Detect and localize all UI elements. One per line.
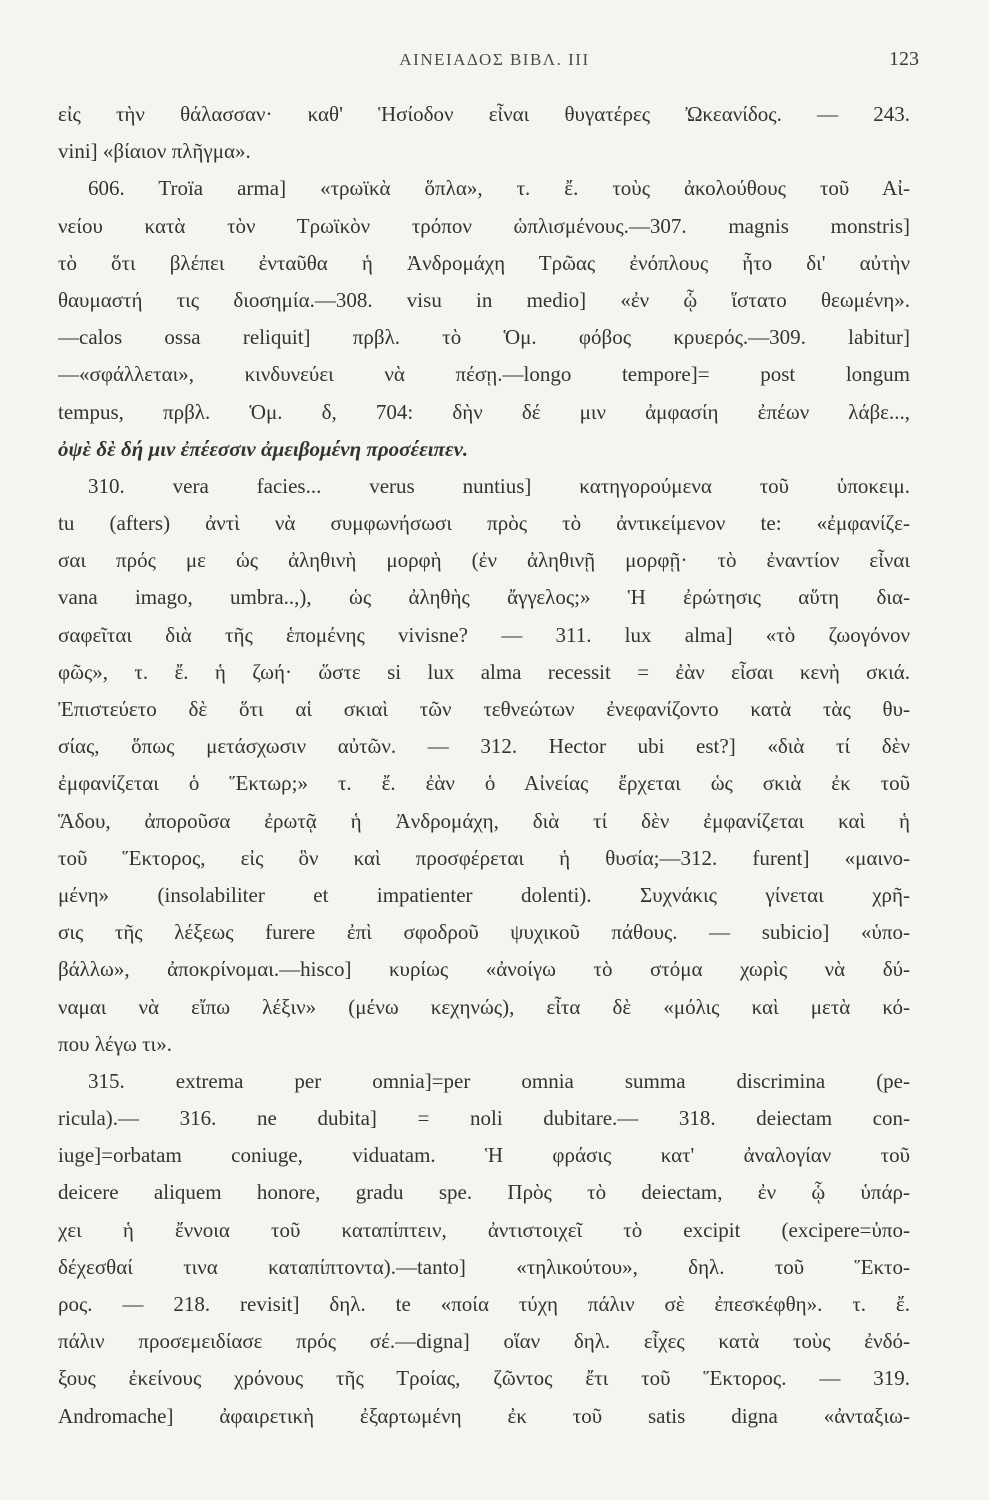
text-line: ricula).— 316. ne dubita] = noli dubitare.— 318. deiectam con- — [58, 1106, 910, 1131]
text-line: vini] «βίαιον πλῆγμα». — [58, 139, 251, 164]
commentary-text — [58, 96, 910, 1435]
text-line: τὸ ὅτι βλέπει ἐνταῦθα ἡ Ἀνδρομάχη Τρῶας ἐνόπλους ἦτο δι' αὐτὴν — [58, 250, 910, 275]
text-line: vana imago, umbra..,), ὡς ἀληθὴς ἄγγελος;» Ἡ ἐρώτησις αὕτη δια- — [58, 585, 910, 610]
text-line: πάλιν προσεμειδίασε πρός σέ.—digna] οἵαν δηλ. εἶχες κατὰ τοὺς ἐνδό- — [58, 1329, 910, 1354]
running-title: ΑΙΝΕΙΑΔΟΣ ΒΙΒΛ. III — [399, 50, 590, 69]
text-line: μένη» (insolabiliter et impatienter dolenti). Συχνάκις γίνεται χρῆ- — [58, 882, 910, 907]
text-line: iuge]=orbatam coniuge, viduatam. Ἡ φράσις κατ' ἀναλογίαν τοῦ — [58, 1143, 910, 1168]
text-line: φῶς», τ. ἔ. ἡ ζωή· ὥστε si lux alma recessit = ἐὰν εἶσαι κενὴ σκιά. — [58, 659, 910, 684]
text-line: —calos ossa reliquit] πρβλ. τὸ Ὁμ. φόβος κρυερός.—309. labitur] — [58, 325, 910, 350]
text-line: νείου κατὰ τὸν Τρωϊκὸν τρόπον ὡπλισμένους.—307. magnis monstris] — [58, 213, 910, 238]
text-line: εἰς τὴν θάλασσαν· καθ' Ἡσίοδον εἶναι θυγατέρες Ὠκεανίδος. — 243. — [58, 102, 910, 126]
text-line: ναμαι νὰ εἴπω λέξιν» (μένω κεχηνώς), εἶτα δὲ «μόλις καὶ μετὰ κό- — [58, 994, 910, 1019]
text-line: 315. extrema per omnia]=per omnia summa discrimina (pe- — [88, 1068, 910, 1093]
text-line: χει ἡ ἔννοια τοῦ καταπίπτειν, ἀντιστοιχεῖ τὸ excipit (excipere=ὑπο- — [58, 1217, 910, 1242]
text-line: που λέγω τι». — [58, 1031, 172, 1056]
page-number: 123 — [889, 48, 919, 70]
text-line: 310. vera facies... verus nuntius] κατηγορούμενα τοῦ ὑποκειμ. — [88, 473, 910, 498]
text-line: ἐμφανίζεται ὁ Ἕκτωρ;» τ. ἔ. ἐὰν ὁ Αἰνείας ἔρχεται ὡς σκιὰ ἐκ τοῦ — [58, 771, 910, 796]
text-line: σίας, ὅπως μετάσχωσιν αὐτῶν. — 312. Hector ubi est?] «διὰ τί δὲν — [58, 734, 910, 759]
text-line: βάλλω», ἀποκρίνομαι.—hisco] κυρίως «ἀνοίγω τὸ στόμα χωρὶς νὰ δύ- — [58, 957, 910, 982]
text-line: —«σφάλλεται», κινδυνεύει νὰ πέσῃ.—longo tempore]= post longum — [58, 362, 910, 387]
quotation-line: ὀψὲ δὲ δή μιν ἐπέεσσιν ἀμειβομένη προσέειπεν. — [58, 436, 469, 461]
text-line: δέχεσθαί τινα καταπίπτοντα).—tanto] «τηλικούτου», δηλ. τοῦ Ἕκτο- — [58, 1254, 910, 1279]
text-line: 606. Troïa arma] «τρωϊκὰ ὅπλα», τ. ἔ. τοὺς ἀκολούθους τοῦ Αἰ- — [88, 176, 910, 201]
text-line: tempus, πρβλ. Ὁμ. δ, 704: δὴν δέ μιν ἀμφασίη ἐπέων λάβε..., — [58, 399, 910, 424]
text-line: Ἅδου, ἀποροῦσα ἐρωτᾷ ἡ Ἀνδρομάχη, διὰ τί δὲν ἐμφανίζεται καὶ ἡ — [58, 808, 910, 833]
text-line: σαι πρός με ὡς ἀληθινὴ μορφὴ (ἐν ἀληθινῇ μορφῇ· τὸ ἐναντίον εἶναι — [58, 548, 910, 573]
text-line: θαυμαστή τις διοσημία.—308. visu in medio] «ἐν ᾧ ἵστατο θεωμένη». — [58, 287, 910, 312]
text-line: σις τῆς λέξεως furere ἐπὶ σφοδροῦ ψυχικοῦ πάθους. — subicio] «ὑπο- — [58, 920, 910, 945]
text-line: tu (afters) ἀντὶ νὰ συμφωνήσωσι πρὸς τὸ ἀντικείμενον te: «ἐμφανίζε- — [58, 511, 910, 536]
text-line: σαφεῖται διὰ τῆς ἑπομένης vivisne? — 311. lux alma] «τὸ ζωογόνον — [58, 622, 910, 647]
text-line: deicere aliquem honore, gradu spe. Πρὸς τὸ deiectam, ἐν ᾧ ὑπάρ- — [58, 1180, 910, 1205]
text-line: ρος. — 218. revisit] δηλ. te «ποία τύχη πάλιν σὲ ἐπεσκέφθη». τ. ἔ. — [58, 1292, 910, 1316]
text-line: Andromache] ἀφαιρετικὴ ἐξαρτωμένη ἐκ τοῦ satis digna «ἀνταξιω- — [58, 1403, 910, 1428]
text-line: τοῦ Ἕκτορος, εἰς ὃν καὶ προσφέρεται ἡ θυσία;—312. furent] «μαινο- — [58, 845, 910, 870]
text-line: ξους ἐκείνους χρόνους τῆς Τροίας, ζῶντος ἔτι τοῦ Ἕκτορος. — 319. — [58, 1366, 910, 1391]
page-header — [0, 48, 989, 78]
text-line: Ἐπιστεύετο δὲ ὅτι αἱ σκιαὶ τῶν τεθνεώτων ἐνεφανίζοντο κατὰ τὰς θυ- — [58, 697, 910, 721]
